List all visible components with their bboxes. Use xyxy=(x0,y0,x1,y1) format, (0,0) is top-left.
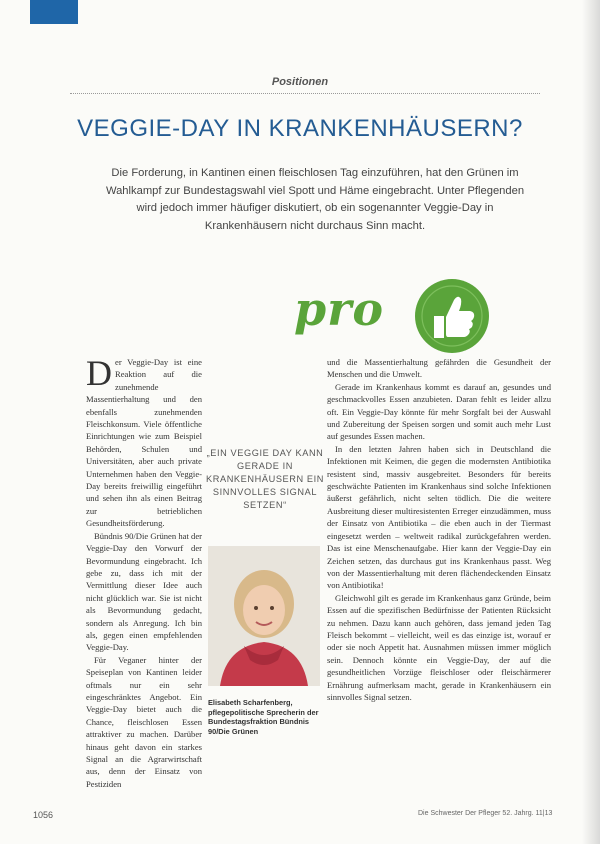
intro-lead: Die Forderung, in Kantinen einen fleischlosen Tag einzuführen, hat den Grünen im Wahlkampf zur Bundestagswahl viel Spott und Häme eingebracht. Unter Pflegenden wird jedoch immer häufiger diskutiert, ob ein sogenannter Veggie-Day in Krankenhäusern nicht durchaus Sinn macht. xyxy=(105,167,525,232)
divider xyxy=(70,93,540,94)
page-number: 1056 xyxy=(33,810,54,820)
paragraph: Bündnis 90/Die Grünen hat der Veggie-Day den Vorwurf der Bevormundung eingebracht. Ich gebe zu, dass ich mit der Vermittlung dieser Idee auch nicht glücklich war. Sie ist nicht als Bevormundung gedacht, sondern als Anregung. Ich bin als, gegen einen empfehlenden Veggie-Day. xyxy=(86,530,202,653)
corner-tab xyxy=(30,0,78,24)
photo-caption: Elisabeth Scharfenberg, pflegepolitische Sprecherin der Bundestagsfraktion Bündnis 90/Die Grünen xyxy=(208,698,319,736)
article-column-right xyxy=(327,356,551,796)
pro-label: pro xyxy=(294,282,385,336)
thumbs-up-icon xyxy=(412,276,492,361)
page-footer: Die Schwester Der Pfleger 52. Jahrg. 11|13 xyxy=(418,810,553,817)
pull-quote: „EIN VEGGIE DAY KANN GERADE IN KRANKENHÄUSERN EIN SINNVOLLES SIGNAL SETZEN“ xyxy=(206,448,325,510)
paragraph: er Veggie-Day ist eine Reaktion auf die zunehmende Massentierhaltung und den ebenfalls zunehmenden Fleischkonsum. Viele öffentliche Einrichtungen wie zum Beispiel Behörden, Schulen und Universitäten, aber auch private Unternehmen haben den Veggie-Day bereits freiwillig eingeführt und sehen ihn als einen Beitrag zur betrieblichen Gesundheitsförderung. xyxy=(86,357,202,529)
dropcap: D xyxy=(86,356,112,393)
paragraph: Gleichwohl gilt es gerade im Krankenhaus ganz Gründe, beim Essen auf die spezifischen Bedürfnisse der Patienten Rücksicht zu nehmen. Dazu kann auch gehören, dass jemand jeden Tag Fleisch bekommt – vielleicht, weil es das einzige ist, worauf er oder sie noch Appetit hat. Ausnahmen müssen immer möglich sein. Dennoch könnte ein Veggie-Day, der auf die gesundheitlichen Vorzüge fleischloser oder fleischärmerer Ernährung aufmerksam macht, gerade in Krankenhäusern ein sinnvolles Signal setzen. xyxy=(327,592,551,702)
section-label: Positionen xyxy=(271,76,329,88)
article-column-left xyxy=(86,356,202,796)
paragraph: Für Veganer hinter der Speiseplan von Kantinen leider oftmals nur ein sehr eingeschränktes Angebot. Ein Veggie-Day bietet auch die Chance, fleischlosen Essen attraktiver zu machen. Darüber hinaus geht davon ein starkes Signal an die Agrarwirtschaft aus, denn der Einsatz von Pestiziden xyxy=(86,654,202,789)
paragraph: In den letzten Jahren haben sich in Deutschland die Infektionen mit Keimen, die gegen die modernsten Antibiotika resistent sind, massiv ausgebreitet. Besonders für bereits geschwächte Patienten im Krankenhaus sind solche Infektionen äußerst gefährlich, nicht selten tödlich. Die die weitere Ausbreitung dieser multiresistenten Erreger einzudämmen, muss der Einsatz von Antibiotika – die eben auch in der Tiermast eingesetzt werden – weltweit radikal zurückgefahren werden. Das ist eine Menschenaufgabe. Hier kann der Veggie-Day ein Zeichen setzen, das durchaus gut ins Krankenhaus passt. Weg von der Massentierhaltung mit deren flächendeckenden Einsatz von Antibiotika! xyxy=(327,443,551,591)
portrait-photo xyxy=(208,546,320,686)
paragraph: Gerade im Krankenhaus kommt es darauf an, gesundes und geschmackvolles Essen anzubieten. Daran fehlt es leider allzu oft. Ein Veggie-Day könnte für mehr Sorgfalt bei der Auswahl und Zubereitung der Speisen sorgen und somit auch mehr Lust auf gesundes Essen machen. xyxy=(327,381,551,442)
paragraph: und die Massentierhaltung gefährden die Gesundheit der Menschen und die Umwelt. xyxy=(327,357,551,380)
article-headline: VEGGIE-DAY IN KRANKENHÄUSERN? xyxy=(77,115,523,142)
